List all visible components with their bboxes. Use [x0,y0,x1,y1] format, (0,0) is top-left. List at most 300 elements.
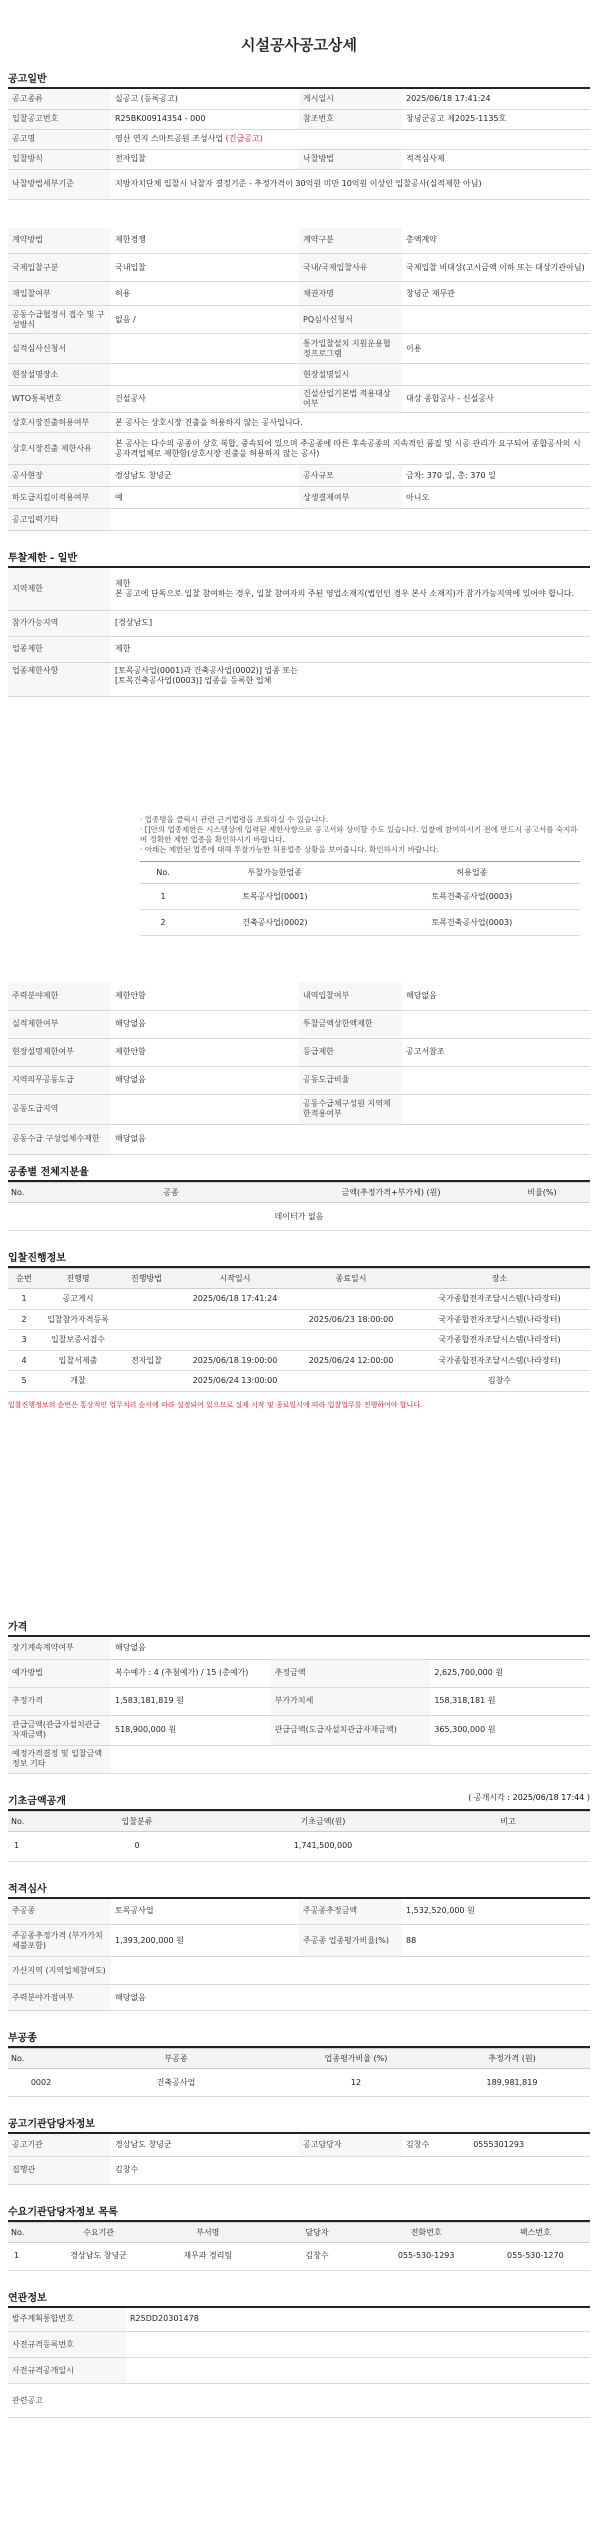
value [111,334,299,364]
page [8,0,590,2418]
row-qual-3 [8,1985,590,2011]
label: 공동수급 구성업체수제한 [8,1124,111,1154]
label: WTO통록번호 [8,386,111,413]
value: 본 공사는 다수의 공종이 상호 복합, 중속되어 있으며 주공종에 따른 후속공종의 지속적인 품질 및 시공 관리가 요구되어 종합공사의 시공자격업체로 제한함(상호시장 진출을 허용하지 않는 공사) [111,433,590,465]
value: 적격심사제 [402,149,590,169]
value: 전자입찰 [111,149,299,169]
col: No. [8,2222,44,2242]
sub-work-section [8,2029,590,2097]
value: R25BK00914354 - 000 [111,109,299,129]
row-general-0 [8,89,590,109]
row-more-1 [8,1010,590,1038]
label: 공고입력기타 [8,509,111,531]
value: 158,318,181 원 [430,1687,590,1715]
more-restrict-table [8,982,590,1155]
value: 복수예가 : 4 (추첨예가) / 15 (총예가) [111,1659,271,1687]
col: No. [8,2049,74,2069]
label: 업종제한 [8,636,111,662]
label: 공고담당자 [299,2134,402,2156]
label: 공동도급지역 [8,1094,111,1124]
cell: 공고게시 [40,1289,116,1310]
value: 2,625,700,000 원 [430,1659,590,1687]
agency-contact-table [8,2134,590,2185]
value [111,509,590,531]
schedule-header [8,1269,590,1289]
label: 주공종 [8,1899,111,1925]
value: 이용 [402,334,590,364]
row-general-2 [8,129,590,149]
label: 국내/국제입찰사유 [299,254,402,282]
cell [426,1831,590,1861]
label: 국제입찰구분 [8,254,111,282]
col: 비고 [426,1811,590,1831]
label: 현장설명제한여부 [8,1038,111,1066]
value: 예 [111,487,299,509]
price-table [8,1637,590,1774]
value[interactable]: [토목공사업(0001)과 건축공사업(0002)] 업종 또는 [토목건축공사업(0003)] 업종을 등록한 업체 [111,662,590,696]
label: 주공종추정가격 (부가가치세불포함) [8,1925,111,1957]
label: 투찰금액상한액제한 [299,1010,402,1038]
note-1: · []안의 업종제한은 시스템상에 입력된 제한사항으로 공고서와 상이할 수도 있습니다. 입찰에 참여하시기 전에 반드시 공고서를 숙지하여 정확한 제한 업종을 확인하시기 바랍니다. [140,824,578,844]
value [402,2134,590,2156]
row-industry [8,636,590,662]
col: 팩스번호 [481,2222,590,2242]
row-more-0 [8,982,590,1010]
value: 아니오 [402,487,590,509]
col: No. [8,1811,54,1831]
value: 1,583,181,819 원 [111,1687,271,1715]
label: 장기계속계약여부 [8,1637,111,1659]
row-related-2 [8,2358,590,2384]
value: 제한경쟁 [111,228,299,254]
breakdown-header [8,1182,590,1202]
cell: 김창수 [262,2242,371,2270]
general-title: 공고일반 [8,70,590,89]
row-related-0 [8,2308,590,2332]
breakdown-title: 공종별 전체지분율 [8,1163,590,1182]
value: 없음 / [111,306,299,334]
allowed-industry-table [140,861,580,936]
col-no: No. [140,862,186,884]
col: 전화번호 [372,2222,481,2242]
value: 88 [402,1925,590,1957]
cell: 국가종합전자조달시스템(나라장터) [409,1330,590,1351]
label: 공고기관 [8,2134,111,2156]
row-qual-1 [8,1925,590,1957]
col: 진행방법 [116,1269,177,1289]
price-title: 가격 [8,1618,590,1637]
row-contract-10 [8,487,590,509]
col: 금액(추정가격+부가세) (원) [288,1182,494,1202]
cell: 전자입찰 [116,1350,177,1371]
cell: 4 [8,1350,40,1371]
agency-contact-title: 공고기관담당자정보 [8,2115,590,2134]
cell: 1 [140,884,186,910]
value: 창녕군공고 제2025-1135호 [402,109,590,129]
row-price-3 [8,1715,590,1745]
label: PQ심사신청서 [299,306,402,334]
allowed-link[interactable]: 토목건축공사업(0003) [364,910,580,936]
label: 공동수급협정서 접수 및 구성방식 [8,306,111,334]
restriction-title: 투찰제한 - 일반 [8,549,590,568]
general-table [8,89,590,200]
cell [177,1330,293,1351]
restriction-table [8,568,590,697]
value: 제한 본 공고에 단독으로 입찰 참여하는 경우, 입찰 참여자의 주된 영업소재지(법인인 경우 본사 소재지)가 참가가능지역에 있어야 합니다. [111,568,590,610]
value: 제한 [111,636,590,662]
label: 사전규격공개일시 [8,2358,126,2384]
page-title: 시설공사공고상세 [241,36,357,54]
spacer [8,1410,590,1600]
row-contract-5 [8,364,590,386]
label: 추정금액 [271,1659,431,1687]
row-contract-1 [8,254,590,282]
allowed-link[interactable]: 토목건축공사업(0003) [364,884,580,910]
base-amount-table [8,1811,590,1862]
base-amount-title: 기초금액공개 [8,1795,66,1807]
sub-work-title: 부공종 [8,2029,590,2048]
value: 518,900,000 원 [111,1715,271,1745]
value [126,2358,590,2384]
cell: 입찰서제출 [40,1350,116,1371]
value [111,364,299,386]
label: 통가입찰설치 지원운용협정프로그램 [299,334,402,364]
col: 종료일시 [293,1269,409,1289]
value [402,1010,590,1038]
label: 상호시장진출 제한사유 [8,433,111,465]
col: 업종평가비율 (%) [278,2049,434,2069]
schedule-row [8,1330,590,1351]
label: 공고명 [8,129,111,149]
breakdown-empty-row [8,1202,590,1231]
col: 공종 [54,1182,288,1202]
related-section [8,2289,590,2419]
label: 현장설명일시 [299,364,402,386]
row-contract-7 [8,413,590,433]
demand-header [8,2222,590,2242]
label: 지역의무공동도급 [8,1066,111,1094]
value: 공고서참조 [402,1038,590,1066]
cell [293,1371,409,1392]
cell: 1,741,500,000 [220,1831,426,1861]
row-contract-3 [8,306,590,334]
row-contract-8 [8,433,590,465]
cell: 2 [8,1309,40,1330]
label: 참조번호 [299,109,402,129]
label: 내역입찰여부 [299,982,402,1010]
col: 순번 [8,1269,40,1289]
cell: 국가종합전자조달시스템(나라장터) [409,1309,590,1330]
row-contract-9 [8,465,590,487]
allowed-industry-box [140,815,580,937]
cell: 2025/06/18 19:00:00 [177,1350,293,1371]
demand-contact-section [8,2203,590,2271]
label: 현장설명장소 [8,364,111,386]
breakdown-table [8,1182,590,1232]
col: 추정가격 (원) [434,2049,590,2069]
related-table [8,2308,590,2419]
value: 해당없음 [111,1985,590,2011]
inner-row [140,910,580,936]
cell: 경상남도 창녕군 [44,2242,153,2270]
col: 부공종 [74,2049,278,2069]
label: 하도급지킴이적용여부 [8,487,111,509]
label: 건설산업기본법 적용대상여부 [299,386,402,413]
value: 경상남도 창녕군 [111,465,299,487]
price-section [8,1618,590,1774]
value: 창녕군 재무관 [402,282,590,306]
value: 국제입찰 비대상(고시금액 이하 또는 대상기관아님) [402,254,590,282]
label: 계약구분 [299,228,402,254]
cell: 0002 [8,2069,74,2097]
row-allowed-region [8,610,590,636]
value [126,2384,590,2418]
note-2: · 아래는 제한된 업종에 대해 투찰가능한 허용업종 상황을 보여줍니다. 확인하시기 바랍니다. [140,844,440,854]
value [402,306,590,334]
label: 게시일시 [299,89,402,109]
col: 담당자 [262,2222,371,2242]
col: 진행명 [40,1269,116,1289]
schedule-row [8,1289,590,1310]
contact-name: 김창수 [406,2139,430,2149]
cell: 2025/06/24 13:00:00 [177,1371,293,1392]
value [111,1094,299,1124]
demand-contact-table [8,2222,590,2271]
announcement-name [111,129,590,149]
cell: 0 [54,1831,220,1861]
cell [293,1330,409,1351]
value: 제한안함 [111,982,299,1010]
cell: 2025/06/18 17:41:24 [177,1289,293,1310]
value: 건설공사 [111,386,299,413]
schedule-row [8,1350,590,1371]
cell: 국가종합전자조달시스템(나라장터) [409,1350,590,1371]
cell: 김창수 [409,1371,590,1392]
label: 상생결제여부 [299,487,402,509]
value: [경상남도] [111,610,590,636]
col: No. [8,1182,54,1202]
label: 실적심사신청서 [8,334,111,364]
value: 1,393,200,000 원 [111,1925,299,1957]
base-header [8,1811,590,1831]
label: 집행관 [8,2156,111,2184]
breakdown-section [8,1163,590,1232]
label: 추정가격 [8,1687,111,1715]
label: 상호시장진출허용여부 [8,413,111,433]
label: 공동도급비율 [299,1066,402,1094]
cell: 재무과 경리팀 [153,2242,262,2270]
cell [177,1309,293,1330]
row-more-3 [8,1066,590,1094]
agency-contact-section [8,2115,590,2185]
sub-work-header [8,2049,590,2069]
cell: 3 [8,1330,40,1351]
col: 부서명 [153,2222,262,2242]
contact-phone: 0555301293 [473,2139,525,2149]
cell: 5 [8,1371,40,1392]
value: 경상남도 창녕군 [111,2134,299,2156]
value: 365,300,000 원 [430,1715,590,1745]
empty-message: 데이터가 없음 [8,1202,590,1231]
label: 입찰공고번호 [8,109,111,129]
row-agency-1 [8,2156,590,2184]
sub-work-row [8,2069,590,2097]
label: 부가가치세 [271,1687,431,1715]
industry-link[interactable]: 건축공사업(0002) [186,910,364,936]
base-row [8,1831,590,1861]
label: 채권자명 [299,282,402,306]
cell [293,1289,409,1310]
row-industry-items [8,662,590,696]
row-related-1 [8,2332,590,2358]
label: 업종제한사항 [8,662,111,696]
demand-row [8,2242,590,2270]
spacer [8,697,590,815]
col: 비율(%) [494,1182,590,1202]
cell: 1 [8,1831,54,1861]
label: 낙찰방법세부기준 [8,169,111,199]
value: 허용 [111,282,299,306]
label: 관급금액(도급자설치관급자재금액) [271,1715,431,1745]
label: 재입찰여부 [8,282,111,306]
value: 1,532,520,000 원 [402,1899,590,1925]
value: 해당없음 [111,1010,299,1038]
row-price-4 [8,1745,590,1773]
schedule-row [8,1309,590,1330]
row-contract-11 [8,509,590,531]
label: 계약방법 [8,228,111,254]
base-amount-timestamp: ( 공개시각 : 2025/06/18 17:44 ) [468,1792,590,1802]
row-contract-6 [8,386,590,413]
row-contract-0 [8,228,590,254]
value: 해당없음 [111,1124,590,1154]
label: 사전규격등록번호 [8,2332,126,2358]
value: 국내입찰 [111,254,299,282]
cell: 189,981,819 [434,2069,590,2097]
col: 입찰분류 [54,1811,220,1831]
row-related-3 [8,2384,590,2418]
value: 해당없음 [402,982,590,1010]
row-agency-0 [8,2134,590,2156]
schedule-title: 입찰진행정보 [8,1249,590,1268]
col: 수요기관 [44,2222,153,2242]
value: 본 공사는 상호시장 진출을 허용하지 않는 공사입니다. [111,413,590,433]
value [111,1957,590,1985]
inner-row [140,884,580,910]
row-price-1 [8,1659,590,1687]
value: 제한안함 [111,1038,299,1066]
label: 주공종 업종평가비율(%) [299,1925,402,1957]
row-more-2 [8,1038,590,1066]
label: 지역제한 [8,568,111,610]
cell [116,1309,177,1330]
label: 등급제한 [299,1038,402,1066]
value: 금차: 370 일, 총: 370 일 [402,465,590,487]
value: 해당없음 [111,1066,299,1094]
schedule-section [8,1249,590,1410]
schedule-table [8,1268,590,1392]
row-qual-0 [8,1899,590,1925]
qualification-section [8,1880,590,2012]
demand-contact-title: 수요기관담당자정보 목록 [8,2203,590,2222]
cell: 2025/06/24 12:00:00 [293,1350,409,1371]
cell: 국가종합전자조달시스템(나라장터) [409,1289,590,1310]
row-contract-4 [8,334,590,364]
label: 주력분야제한 [8,982,111,1010]
row-region [8,568,590,610]
label: 예정가격결정 및 입찰금액정보 기타 [8,1745,111,1773]
cell: 055-530-1293 [372,2242,481,2270]
value: 김창수 [111,2156,590,2184]
value: 2025/06/18 17:41:24 [402,89,590,109]
label: 주공종추정금액 [299,1899,402,1925]
qualification-table [8,1899,590,2012]
schedule-row [8,1371,590,1392]
label: 가산지역 (지역업체참여도) [8,1957,111,1985]
cell: 1 [8,2242,44,2270]
value [111,1745,590,1773]
label: 공사현장 [8,465,111,487]
related-title: 연관정보 [8,2289,590,2308]
note-0: · 업종명을 클릭시 관련 근거법령을 조회하실 수 있습니다. [140,814,329,824]
row-price-0 [8,1637,590,1659]
value: 토목공사업 [111,1899,299,1925]
row-general-4 [8,169,590,199]
inner-header [140,862,580,884]
label: 실적제한여부 [8,1010,111,1038]
label: 공고종류 [8,89,111,109]
value: 해당없음 [111,1637,590,1659]
base-amount-section [8,1792,590,1862]
qualification-title: 적격심사 [8,1880,590,1899]
value: 총액계약 [402,228,590,254]
value: 대상 종합공사 - 신설공사 [402,386,590,413]
cell: 건축공사업 [74,2069,278,2097]
label: 주력분야가점여부 [8,1985,111,2011]
general-section [8,70,590,200]
base-amount-header [8,1792,590,1811]
col: 장소 [409,1269,590,1289]
label: 관련공고 [8,2384,126,2418]
contract-table [8,228,590,532]
cell: 입찰참가자격등록 [40,1309,116,1330]
urgent-badge: (긴급공고) [225,134,263,143]
industry-link[interactable]: 토목공사업(0001) [186,884,364,910]
cell: 개찰 [40,1371,116,1392]
plan-number-link[interactable]: R25DD20301478 [126,2308,590,2332]
cell [116,1371,177,1392]
value [402,1094,590,1124]
row-contract-2 [8,282,590,306]
value: 실공고 (등록공고) [111,89,299,109]
schedule-warning: 입찰진행정보의 순번은 통상적인 업무처리 순서에 따라 설정되어 있으므로 실제 시작 및 종료일시에 따라 입찰업무를 진행하여야 합니다. [8,1401,423,1410]
label: 예가방법 [8,1659,111,1687]
announcement-name-text: 영산 연지 스마트공원 조성사업 [115,134,226,143]
cell [116,1289,177,1310]
label: 입찰방식 [8,149,111,169]
row-price-2 [8,1687,590,1715]
cell: 2 [140,910,186,936]
cell: 입찰보증서접수 [40,1330,116,1351]
value: 지방자치단체 입찰시 낙찰자 결정기준 - 추정가격이 30억원 미만 10억원 이상인 입찰공사(실적제한 아님) [111,169,590,199]
col-industry: 투찰가능한업종 [186,862,364,884]
label: 공사규모 [299,465,402,487]
label: 공동수급체구성원 지역제한적용여부 [299,1094,402,1124]
cell [116,1330,177,1351]
label: 낙찰방법 [299,149,402,169]
row-general-3 [8,149,590,169]
label: 관급금액(관급자설치관급자재금액) [8,1715,111,1745]
